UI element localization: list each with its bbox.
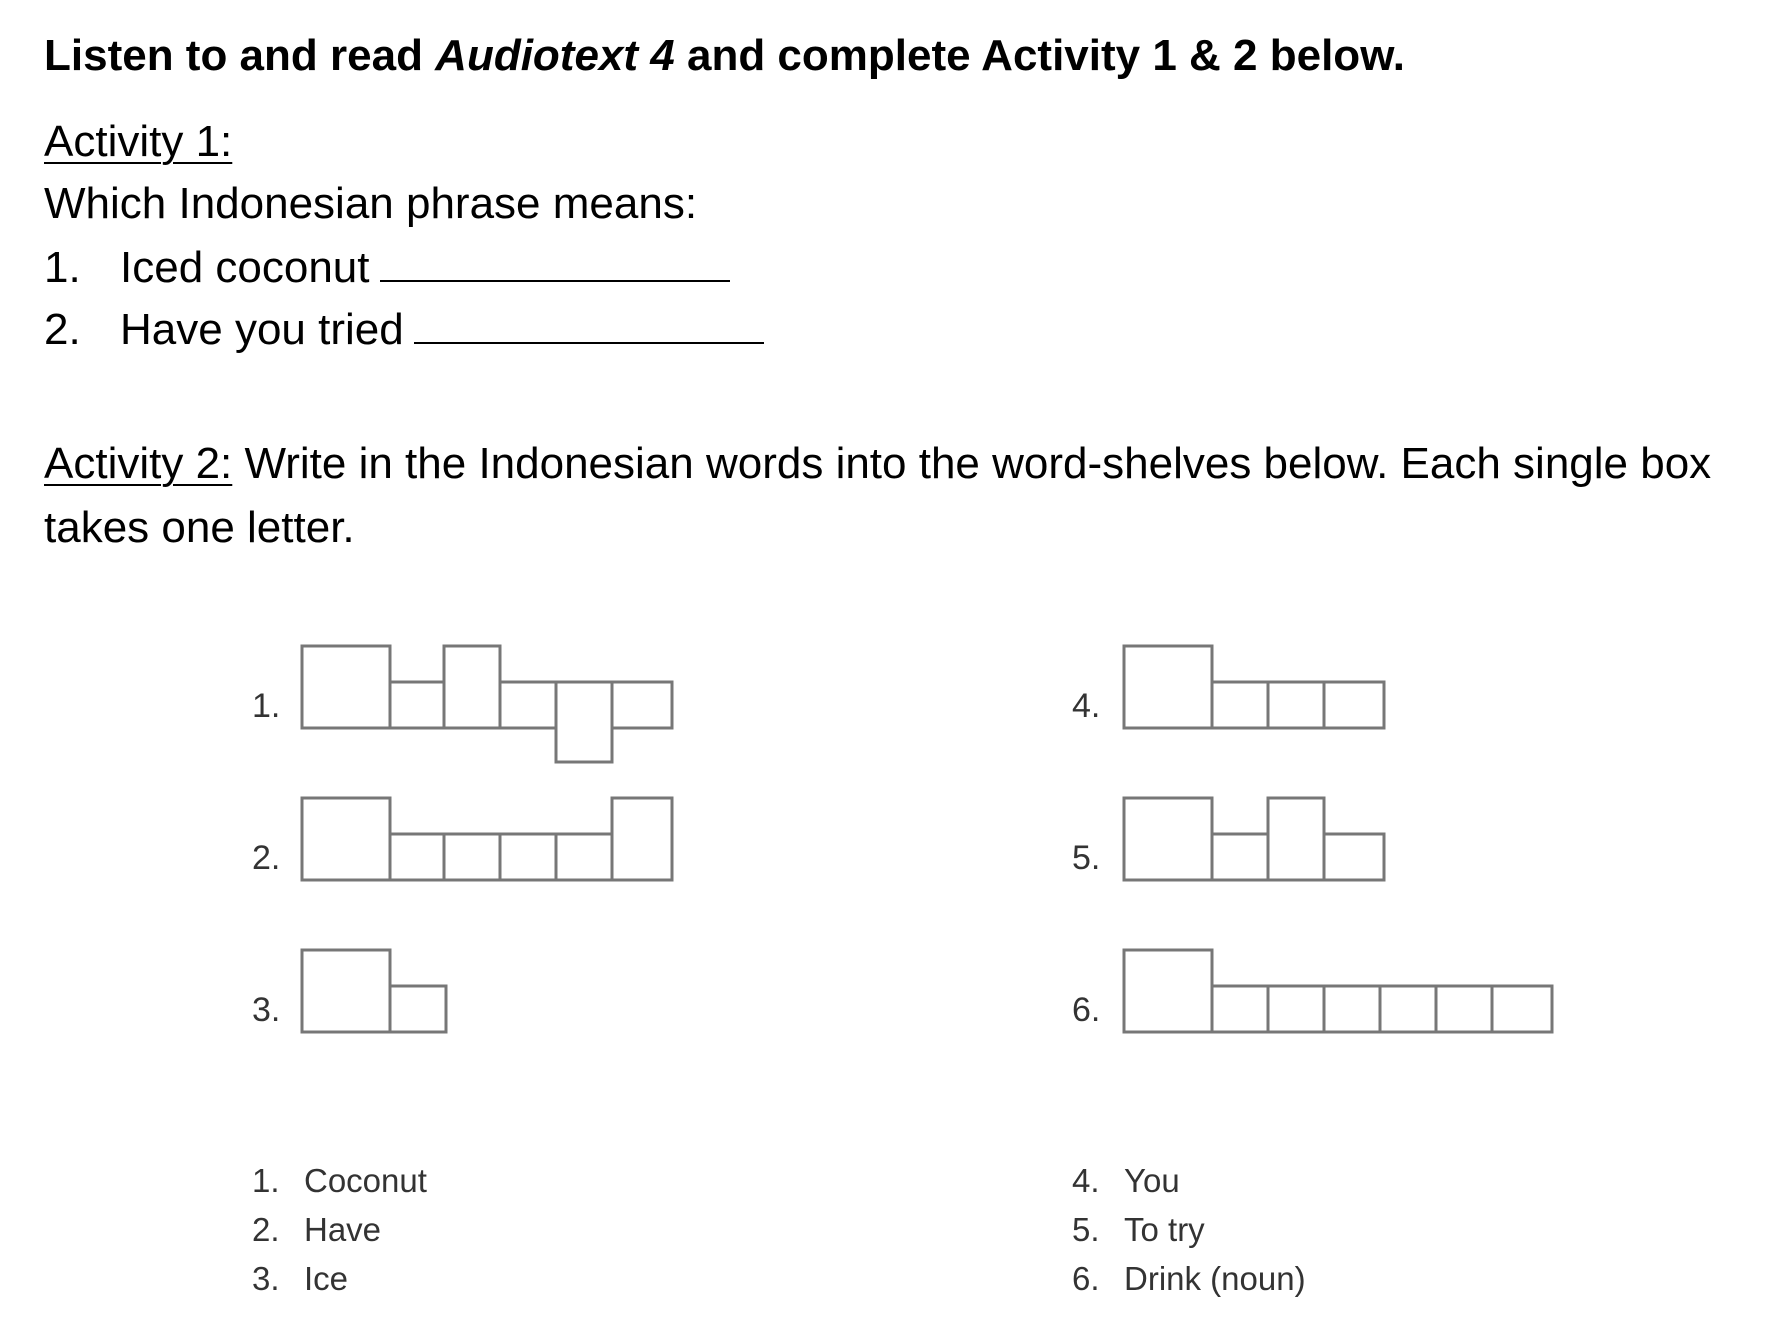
letter-box[interactable]: [612, 798, 672, 880]
word-shelf-5: [1124, 798, 1386, 882]
title-audiotext: Audiotext 4: [435, 31, 675, 80]
clue-number: 2.: [252, 1211, 280, 1248]
activity-2-instruction-text: Write in the Indonesian words into the word-shelves below. Each single box takes one letter.: [44, 439, 1712, 552]
activity-2-heading: Activity 2:: [44, 439, 233, 488]
word-shelf-1: [302, 646, 674, 764]
answer-blank-2[interactable]: [414, 342, 764, 344]
clue-number: 1.: [252, 1162, 280, 1199]
letter-box[interactable]: [1212, 986, 1268, 1032]
letter-box[interactable]: [1268, 682, 1324, 728]
clue-item: [1072, 1156, 1306, 1205]
letter-box[interactable]: [444, 646, 500, 728]
clue-text: You: [1124, 1162, 1180, 1199]
clue-list-right: [1072, 1156, 1306, 1303]
shelf-number-6: 6.: [1072, 991, 1101, 1029]
question-number: 2.: [44, 305, 81, 354]
letter-box[interactable]: [556, 682, 612, 762]
letter-box[interactable]: [556, 834, 612, 880]
letter-box[interactable]: [1124, 646, 1212, 728]
answer-blank-1[interactable]: [380, 280, 730, 282]
clue-number: 3.: [252, 1260, 280, 1297]
word-shelf-3: [302, 950, 448, 1034]
shelf-number-3: 3.: [252, 991, 281, 1029]
title-part-2: and complete Activity 1 & 2 below.: [674, 31, 1406, 80]
word-shelf-2: [302, 798, 674, 882]
clue-text: Drink (noun): [1124, 1260, 1306, 1297]
letter-box[interactable]: [390, 986, 446, 1032]
letter-box[interactable]: [390, 682, 444, 728]
letter-box[interactable]: [1324, 834, 1384, 880]
letter-box[interactable]: [500, 834, 556, 880]
activity-1-question-2: [44, 302, 764, 358]
letter-box[interactable]: [302, 798, 390, 880]
clue-text: Have: [304, 1211, 382, 1248]
clue-number: 4.: [1072, 1162, 1100, 1199]
word-shelf-6: [1124, 950, 1556, 1034]
letter-box[interactable]: [390, 834, 444, 880]
clue-list-left: [252, 1156, 427, 1303]
shelf-number-1: 1.: [252, 687, 281, 725]
clue-text: To try: [1124, 1211, 1205, 1248]
letter-box[interactable]: [1324, 986, 1380, 1032]
activity-1-question-1: [44, 240, 730, 296]
worksheet-title: [44, 28, 1405, 84]
shelf-number-2: 2.: [252, 839, 281, 877]
clue-number: 6.: [1072, 1260, 1100, 1297]
letter-box[interactable]: [1124, 798, 1212, 880]
activity-1-heading: Activity 1:: [44, 117, 233, 166]
title-part-1: Listen to and read: [44, 31, 436, 80]
question-text: Have you tried: [120, 305, 404, 354]
activity-1-prompt: Which Indonesian phrase means:: [44, 179, 698, 228]
word-shelf-4: [1124, 646, 1386, 730]
letter-box[interactable]: [302, 950, 390, 1032]
letter-box[interactable]: [1268, 986, 1324, 1032]
clue-text: Coconut: [304, 1162, 427, 1199]
shelf-number-5: 5.: [1072, 839, 1101, 877]
clue-item: [252, 1254, 427, 1303]
letter-box[interactable]: [444, 834, 500, 880]
clue-number: 5.: [1072, 1211, 1100, 1248]
letter-box[interactable]: [1380, 986, 1436, 1032]
question-text: Iced coconut: [120, 243, 370, 292]
clue-item: [1072, 1205, 1306, 1254]
activity-2-instructions: [44, 432, 1744, 560]
clue-text: Ice: [304, 1260, 349, 1297]
letter-box[interactable]: [1212, 834, 1268, 880]
letter-box[interactable]: [1436, 986, 1492, 1032]
letter-box[interactable]: [1212, 682, 1268, 728]
clue-item: [252, 1156, 427, 1205]
letter-box[interactable]: [612, 682, 672, 728]
letter-box[interactable]: [1492, 986, 1552, 1032]
letter-box[interactable]: [302, 646, 390, 728]
question-number: 1.: [44, 243, 81, 292]
letter-box[interactable]: [1324, 682, 1384, 728]
shelf-number-4: 4.: [1072, 687, 1101, 725]
clue-item: [1072, 1254, 1306, 1303]
letter-box[interactable]: [500, 682, 556, 728]
clue-item: [252, 1205, 427, 1254]
letter-box[interactable]: [1124, 950, 1212, 1032]
letter-box[interactable]: [1268, 798, 1324, 880]
